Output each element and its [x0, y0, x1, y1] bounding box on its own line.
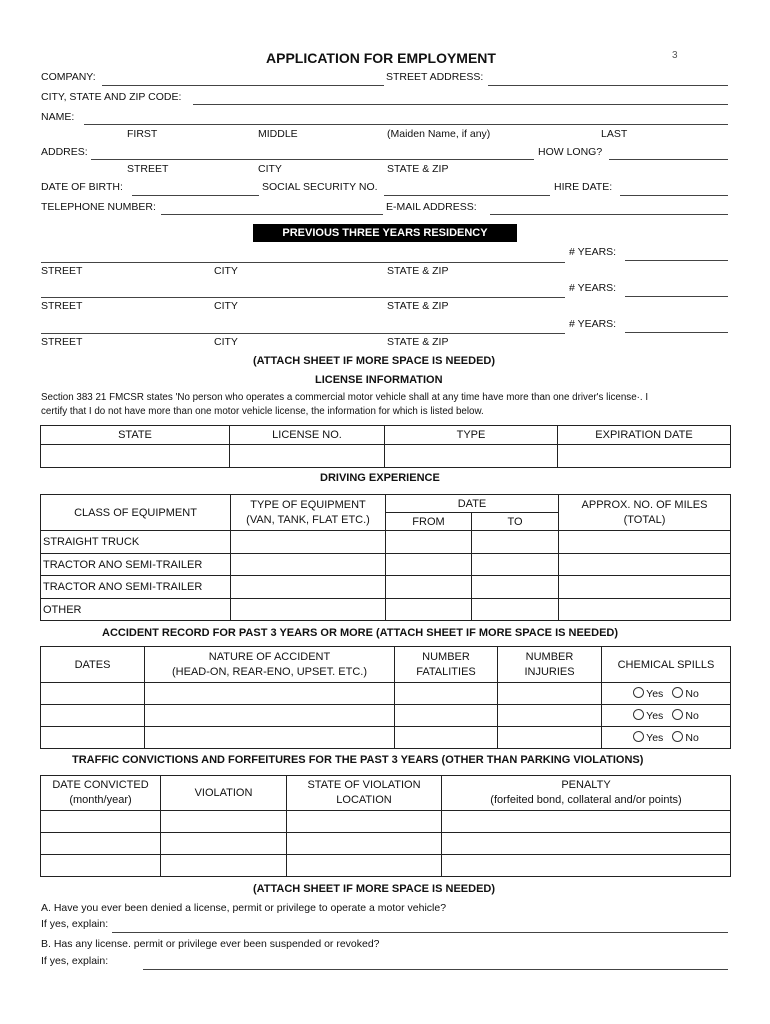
telephone-label: TELEPHONE NUMBER:: [41, 201, 156, 213]
traffic-col-date: [41, 776, 161, 811]
driving-col-date: DATE: [386, 495, 559, 513]
chemical-yes-option[interactable]: [633, 688, 663, 700]
radio-icon[interactable]: [672, 709, 683, 720]
license-statement-2: certify that I do not have more than one motor vehicle license, the information for which is listed below.: [41, 406, 484, 417]
years-label-2: # YEARS:: [569, 282, 617, 294]
res1-city-caption: CITY: [214, 265, 238, 277]
accident-col-fatalities-line1: NUMBER: [422, 650, 470, 663]
license-header-number: LICENSE NO.: [230, 426, 385, 445]
residence-line-1[interactable]: [41, 262, 565, 263]
license-number-cell[interactable]: [230, 445, 385, 468]
res2-street-caption: STREET: [41, 300, 83, 312]
license-type-cell[interactable]: [385, 445, 558, 468]
license-state-cell[interactable]: [41, 445, 230, 468]
traffic-heading: TRAFFIC CONVICTIONS AND FORFEITURES FOR THE PAST 3 YEARS (OTHER THAN PARKING VIOLATIONS): [72, 754, 644, 766]
table-cell[interactable]: [442, 855, 731, 877]
table-cell[interactable]: [498, 683, 602, 705]
driving-col-class: CLASS OF EQUIPMENT: [41, 495, 231, 531]
years-label-3: # YEARS:: [569, 318, 617, 330]
page-number: 3: [672, 50, 678, 61]
license-heading: LICENSE INFORMATION: [315, 374, 443, 386]
accident-table: [40, 646, 731, 749]
name-last-caption: LAST: [601, 128, 628, 140]
ssn-label: SOCIAL SECURITY NO.: [262, 181, 378, 193]
name-maiden-caption: (Maiden Name, if any): [387, 128, 491, 140]
driving-col-type-line2: (VAN, TANK, FLAT ETC.): [246, 513, 370, 526]
license-header-type: TYPE: [385, 426, 558, 445]
name-middle-caption: MIDDLE: [258, 128, 298, 140]
how-long-field[interactable]: [609, 159, 728, 160]
chemical-spill-options: [602, 727, 731, 749]
license-statement-1: Section 383 21 FMCSR states 'No person who operates a commercial motor vehicle shall at any time have more than one driver's license·. I: [41, 392, 649, 403]
table-cell[interactable]: [472, 599, 559, 621]
radio-icon[interactable]: [633, 709, 644, 720]
table-cell[interactable]: [231, 531, 386, 554]
email-label: E-MAIL ADDRESS:: [386, 201, 477, 213]
traffic-table: [40, 775, 731, 877]
years-field-1[interactable]: [625, 260, 728, 261]
name-first-caption: FIRST: [127, 128, 158, 140]
address-street-caption: STREET: [127, 163, 169, 175]
traffic-col-penalty: [442, 776, 731, 811]
table-cell[interactable]: [161, 833, 287, 855]
accident-col-nature: [145, 647, 395, 683]
table-cell[interactable]: [442, 833, 731, 855]
yes-label: Yes: [646, 688, 664, 700]
address-state-zip-caption: STATE & ZIP: [387, 163, 449, 175]
years-field-2[interactable]: [625, 296, 728, 297]
table-cell[interactable]: [41, 727, 145, 749]
name-field[interactable]: [84, 124, 728, 125]
license-table: [40, 425, 731, 468]
accident-col-nature-line2: (HEAD-ON, REAR-ENO, UPSET. ETC.): [172, 665, 367, 678]
driving-row-label: STRAIGHT TRUCK: [41, 531, 231, 554]
address-city-caption: CITY: [258, 163, 282, 175]
traffic-col-penalty-line1: PENALTY: [561, 779, 611, 791]
table-cell[interactable]: [559, 576, 731, 599]
table-cell[interactable]: [287, 833, 442, 855]
traffic-col-penalty-line2: (forfeited bond, collateral and/or points): [490, 794, 682, 806]
email-field[interactable]: [490, 214, 728, 215]
table-cell[interactable]: [41, 811, 161, 833]
table-cell[interactable]: [386, 531, 472, 554]
table-cell[interactable]: [559, 599, 731, 621]
dob-label: DATE OF BIRTH:: [41, 181, 123, 193]
residency-attach-note: (ATTACH SHEET IF MORE SPACE IS NEEDED): [253, 355, 496, 367]
table-cell[interactable]: [161, 811, 287, 833]
accident-col-injuries: [498, 647, 602, 683]
accident-heading: ACCIDENT RECORD FOR PAST 3 YEARS OR MORE (ATTACH SHEET IF MORE SPACE IS NEEDED): [102, 627, 619, 639]
driving-col-type-line1: TYPE OF EQUIPMENT: [250, 498, 366, 511]
driving-col-to: TO: [472, 513, 559, 531]
name-label: NAME:: [41, 111, 75, 123]
page-title: APPLICATION FOR EMPLOYMENT: [266, 50, 496, 66]
table-cell[interactable]: [498, 727, 602, 749]
address-field[interactable]: [91, 159, 534, 160]
table-cell[interactable]: [145, 705, 395, 727]
yes-label: Yes: [646, 710, 664, 722]
table-cell[interactable]: [395, 705, 498, 727]
table-cell[interactable]: [395, 683, 498, 705]
chemical-spill-options: [602, 705, 731, 727]
question-a-explain-field[interactable]: [112, 932, 728, 933]
table-cell[interactable]: [386, 576, 472, 599]
table-cell[interactable]: [41, 683, 145, 705]
res3-state-zip-caption: STATE & ZIP: [387, 336, 449, 348]
driving-row-label: OTHER: [41, 599, 231, 621]
res3-city-caption: CITY: [214, 336, 238, 348]
chemical-yes-option[interactable]: [633, 732, 663, 744]
residence-line-2[interactable]: [41, 297, 565, 298]
chemical-no-option[interactable]: [672, 688, 698, 700]
ssn-field[interactable]: [384, 195, 550, 196]
accident-col-dates: DATES: [41, 647, 145, 683]
accident-col-nature-line1: NATURE OF ACCIDENT: [208, 650, 331, 663]
table-cell[interactable]: [231, 554, 386, 576]
question-a: A. Have you ever been denied a license, permit or privilege to operate a motor vehicle?: [41, 902, 447, 914]
accident-col-injuries-line1: NUMBER: [525, 650, 574, 663]
table-cell[interactable]: [287, 811, 442, 833]
chemical-yes-option[interactable]: [633, 710, 663, 722]
driving-col-miles: [559, 495, 731, 531]
driving-col-miles-line1: APPROX. NO. OF MILES: [581, 498, 708, 511]
table-cell[interactable]: [386, 554, 472, 576]
driving-row-label: TRACTOR ANO SEMI-TRAILER: [41, 554, 231, 576]
hire-date-label: HIRE DATE:: [554, 181, 613, 193]
table-cell[interactable]: [472, 554, 559, 576]
question-b: B. Has any license. permit or privilege ever been suspended or revoked?: [41, 938, 380, 950]
table-cell[interactable]: [41, 855, 161, 877]
street-address-label: STREET ADDRESS:: [386, 71, 484, 83]
accident-col-chemical: CHEMICAL SPILLS: [602, 647, 731, 683]
table-cell[interactable]: [41, 705, 145, 727]
how-long-label: HOW LONG?: [538, 146, 603, 158]
table-cell[interactable]: [145, 727, 395, 749]
table-cell[interactable]: [41, 833, 161, 855]
company-label: COMPANY:: [41, 71, 96, 83]
city-state-zip-field[interactable]: [193, 104, 728, 105]
driving-col-type: [231, 495, 386, 531]
accident-col-injuries-line2: INJURIES: [524, 665, 575, 678]
table-cell[interactable]: [231, 576, 386, 599]
table-cell[interactable]: [287, 855, 442, 877]
hire-date-field[interactable]: [620, 195, 728, 196]
question-b-explain-field[interactable]: [143, 969, 728, 970]
years-field-3[interactable]: [625, 332, 728, 333]
res1-state-zip-caption: STATE & ZIP: [387, 265, 449, 277]
telephone-field[interactable]: [161, 214, 383, 215]
table-cell[interactable]: [386, 599, 472, 621]
company-field[interactable]: [102, 85, 384, 86]
radio-icon[interactable]: [633, 731, 644, 742]
no-label: No: [685, 710, 699, 722]
city-state-zip-label: CITY, STATE AND ZIP CODE:: [41, 91, 182, 103]
table-cell[interactable]: [472, 576, 559, 599]
driving-table: [40, 494, 731, 621]
table-cell[interactable]: [559, 531, 731, 554]
table-cell[interactable]: [231, 599, 386, 621]
table-cell[interactable]: [498, 705, 602, 727]
traffic-col-date-line2: (month/year): [69, 794, 132, 806]
traffic-attach-note: (ATTACH SHEET IF MORE SPACE IS NEEDED): [253, 883, 496, 895]
address-label: ADDRES:: [41, 146, 88, 158]
driving-col-from: FROM: [386, 513, 472, 531]
res3-street-caption: STREET: [41, 336, 83, 348]
res2-city-caption: CITY: [214, 300, 238, 312]
residence-line-3[interactable]: [41, 333, 565, 334]
traffic-col-violation: VIOLATION: [161, 776, 287, 811]
residency-banner: PREVIOUS THREE YEARS RESIDENCY: [253, 224, 517, 242]
license-expiration-cell[interactable]: [558, 445, 731, 468]
no-label: No: [685, 688, 699, 700]
radio-icon[interactable]: [672, 731, 683, 742]
no-label: No: [685, 732, 699, 744]
table-cell[interactable]: [559, 554, 731, 576]
driving-row-label: TRACTOR ANO SEMI-TRAILER: [41, 576, 231, 599]
accident-col-fatalities-line2: FATALITIES: [416, 665, 476, 678]
license-header-expiration: EXPIRATION DATE: [558, 426, 731, 445]
dob-field[interactable]: [132, 195, 259, 196]
street-address-field[interactable]: [488, 85, 728, 86]
chemical-no-option[interactable]: [672, 732, 698, 744]
yes-label: Yes: [646, 732, 664, 744]
chemical-no-option[interactable]: [672, 710, 698, 722]
driving-heading: DRIVING EXPERIENCE: [320, 472, 440, 484]
radio-icon[interactable]: [633, 687, 644, 698]
years-label-1: # YEARS:: [569, 246, 617, 258]
accident-col-fatalities: [395, 647, 498, 683]
table-cell[interactable]: [161, 855, 287, 877]
question-a-explain-label: If yes, explain:: [41, 918, 109, 930]
table-cell[interactable]: [145, 683, 395, 705]
table-cell[interactable]: [442, 811, 731, 833]
table-cell[interactable]: [395, 727, 498, 749]
traffic-col-state: [287, 776, 442, 811]
radio-icon[interactable]: [672, 687, 683, 698]
driving-col-miles-line2: (TOTAL): [623, 513, 666, 526]
traffic-col-date-line1: DATE CONVICTED: [52, 779, 149, 791]
traffic-col-state-line1: STATE OF VIOLATION: [307, 779, 421, 791]
chemical-spill-options: [602, 683, 731, 705]
res1-street-caption: STREET: [41, 265, 83, 277]
traffic-col-state-line2: LOCATION: [336, 794, 392, 806]
res2-state-zip-caption: STATE & ZIP: [387, 300, 449, 312]
table-cell[interactable]: [472, 531, 559, 554]
question-b-explain-label: If yes, explain:: [41, 955, 109, 967]
license-header-state: STATE: [41, 426, 230, 445]
